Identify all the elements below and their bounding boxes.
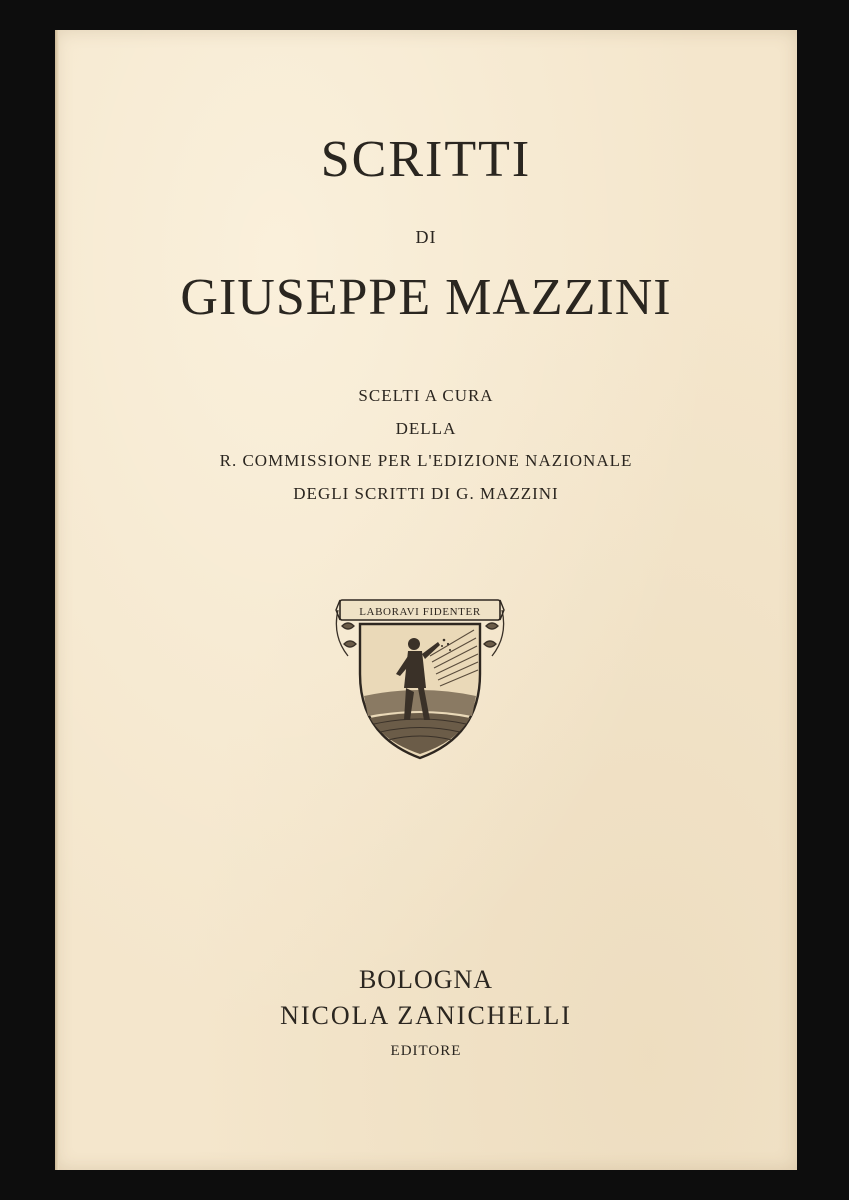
subtitle-line-3: R. COMMISSIONE PER L'EDIZIONE NAZIONALE — [219, 451, 633, 470]
device-motto: LABORAVI FIDENTER — [359, 606, 481, 618]
book-cover — [55, 30, 797, 1170]
subtitle-line-2: DELLA — [395, 419, 457, 438]
subtitle-line-4: DEGLI SCRITTI DI G. MAZZINI — [293, 484, 559, 503]
sower-emblem-icon — [334, 596, 506, 762]
imprint-city: BOLOGNA — [358, 965, 494, 994]
title-preposition: DI — [415, 227, 437, 247]
subtitle-line-1: SCELTI A CURA — [358, 386, 494, 405]
book-title: SCRITTI — [320, 131, 532, 188]
book-author: GIUSEPPE MAZZINI — [180, 269, 672, 326]
imprint-role: EDITORE — [390, 1043, 462, 1059]
imprint-publisher: NICOLA ZANICHELLI — [280, 1001, 572, 1030]
cover-edge — [55, 30, 59, 1170]
